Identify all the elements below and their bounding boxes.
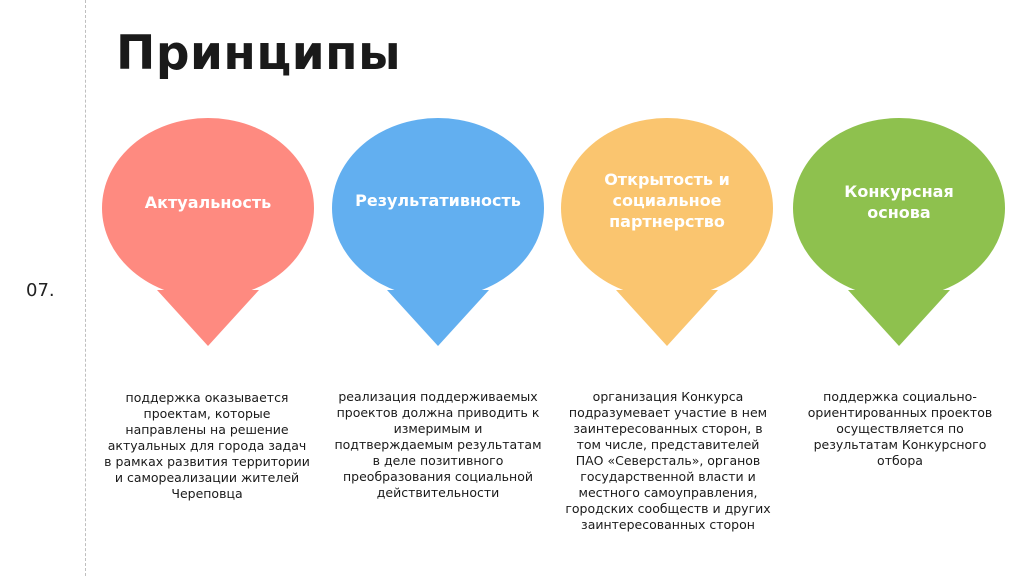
principle-label: Конкурсная основа <box>844 182 954 222</box>
principle-bubble-effectiveness <box>331 118 545 350</box>
speech-bubble-shape <box>792 118 1006 350</box>
slide-number: 07. <box>26 280 55 301</box>
speech-bubble-shape <box>560 118 774 350</box>
principle-description: организация Конкурса подразумевает участие в нем заинтересованных сторон, в том числе, представителей ПАО «Северсталь», органов государственной власти и местного самоуправления, городских сообществ и других заинтересованных сторон <box>565 389 771 532</box>
speech-bubble-shape <box>101 118 315 350</box>
principle-bubble-openness <box>560 118 774 350</box>
principle-label: Результативность <box>355 191 521 210</box>
divider-line <box>85 0 86 576</box>
principle-bubble-relevance <box>101 118 315 350</box>
page-title: Принципы <box>116 26 402 81</box>
principle-description: реализация поддерживаемых проектов должна приводить к измеримым и подтверждаемым результатам в деле позитивного преобразования социальной действительности <box>334 389 542 500</box>
principle-bubble-competitive <box>792 118 1006 350</box>
principle-description: поддержка социально-ориентированных проектов осуществляется по результатам Конкурсного отбора <box>807 389 993 468</box>
principle-label: Актуальность <box>144 193 272 212</box>
principle-description: поддержка оказывается проектам, которые направлены на решение актуальных для города задач в рамках развития территории и самореализации жителей Череповца <box>104 390 310 501</box>
principle-label: Открытость и социальное партнерство <box>604 170 730 231</box>
speech-bubble-shape <box>331 118 545 350</box>
